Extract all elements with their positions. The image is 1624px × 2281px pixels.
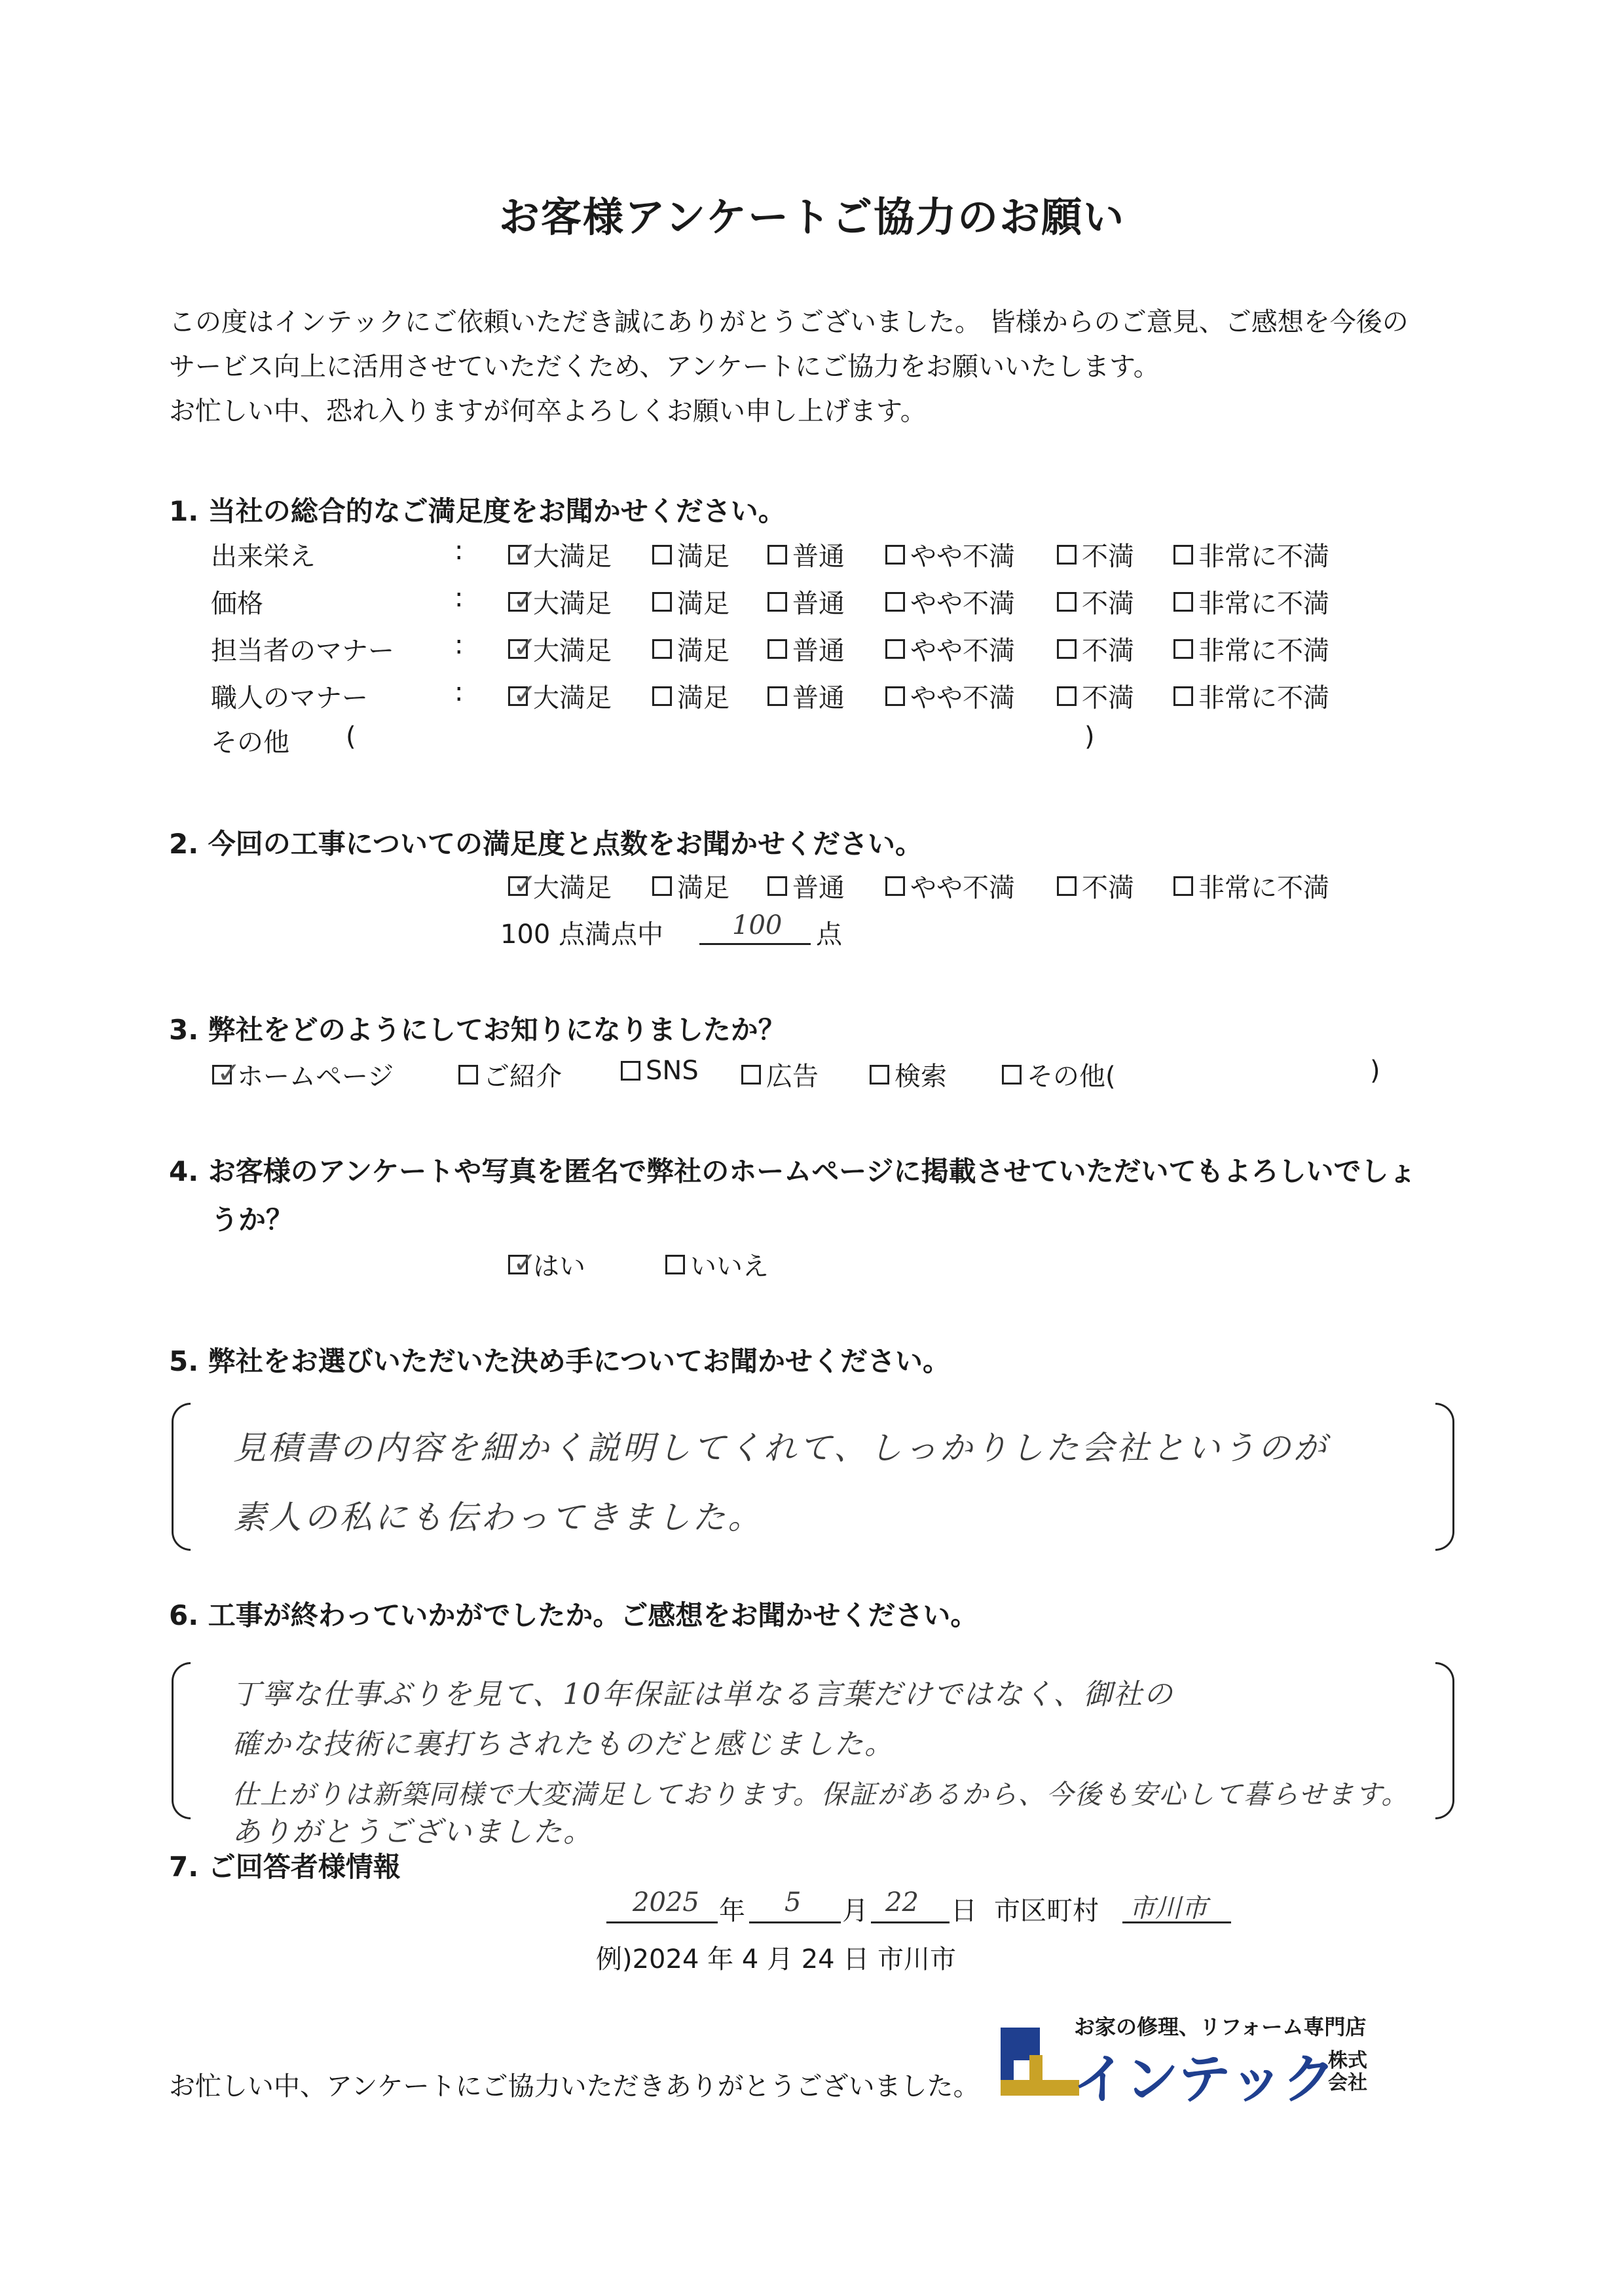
option-label: ご紹介 <box>483 1062 562 1092</box>
q4-title-line: 4. お客様のアンケートや写真を匿名で弊社のホームページに掲載させていただいてもよろしいでしょ <box>169 1155 1416 1187</box>
q7-day-label: 日 <box>951 1896 977 1926</box>
checkmark-icon: ✓ <box>513 536 537 570</box>
checkbox[interactable] <box>767 639 787 659</box>
q3-option[interactable] <box>1002 1056 1116 1093</box>
q6-answer-line: ありがとうございました。 <box>232 1815 593 1849</box>
q7-city-field[interactable] <box>1122 1886 1231 1923</box>
option-label: 不満 <box>1082 683 1134 713</box>
option-label: 検索 <box>895 1062 947 1092</box>
checkbox[interactable] <box>665 1255 685 1274</box>
q1-option[interactable] <box>1173 583 1329 620</box>
option-label: 不満 <box>1082 636 1134 666</box>
intro-line: サービス向上に活用させていただくため、アンケートにご協力をお願いいたします。 <box>169 352 1160 382</box>
q6-answer-line: 仕上がりは新築同様で大変満足しております。保証があるから、今後も安心して暮らせます。 <box>232 1779 1410 1810</box>
option-label: その他( <box>1027 1062 1116 1092</box>
checkbox[interactable] <box>767 686 787 706</box>
logo-name: インテック <box>1073 2049 1335 2111</box>
q4-option[interactable] <box>508 1246 585 1283</box>
checkbox[interactable] <box>1057 592 1077 612</box>
q1-option[interactable] <box>508 630 612 667</box>
q1-option[interactable] <box>652 630 729 667</box>
q3-option[interactable] <box>741 1056 819 1093</box>
checked-checkbox[interactable] <box>508 867 537 901</box>
option-label: 満足 <box>677 683 729 713</box>
checkbox[interactable] <box>621 1061 640 1081</box>
q7-year-label: 年 <box>719 1896 745 1926</box>
q1-row-label: 価格 <box>211 589 263 619</box>
q1-option[interactable] <box>1057 536 1134 573</box>
q7-day-field[interactable] <box>871 1886 950 1923</box>
q3-option[interactable] <box>212 1056 394 1093</box>
q7-title: 7. ご回答者様情報 <box>169 1851 401 1883</box>
intro-paragraph <box>169 300 1409 434</box>
q1-option[interactable] <box>885 630 1015 667</box>
q1-option[interactable] <box>652 536 729 573</box>
q1-other-close: ) <box>1084 722 1095 752</box>
checkbox[interactable] <box>885 545 905 565</box>
checkmark-icon: ✓ <box>513 1246 537 1280</box>
checkbox[interactable] <box>870 1065 889 1085</box>
q2-option[interactable] <box>1057 867 1134 904</box>
q5-bracket-right <box>1435 1403 1454 1551</box>
checkbox[interactable] <box>652 686 672 706</box>
checkbox[interactable] <box>652 592 672 612</box>
option-label: 非常に不満 <box>1198 636 1329 666</box>
q1-option[interactable] <box>885 677 1015 714</box>
q5-answer[interactable] <box>233 1413 1329 1552</box>
q2-option[interactable] <box>885 867 1015 904</box>
q3-title: 3. 弊社をどのようにしてお知りになりましたか？ <box>169 1014 786 1046</box>
option-label: 普通 <box>792 636 845 666</box>
checkbox[interactable] <box>1173 876 1193 896</box>
q1-option[interactable] <box>1057 583 1134 620</box>
q1-option[interactable] <box>1173 630 1329 667</box>
q3-option[interactable] <box>458 1056 562 1093</box>
q7-day-value: 22 <box>885 1887 919 1918</box>
checkbox[interactable] <box>652 545 672 565</box>
q2-option[interactable] <box>652 867 729 904</box>
option-label: 大満足 <box>533 542 612 572</box>
checkbox[interactable] <box>1173 545 1193 565</box>
option-label: 満足 <box>677 636 729 666</box>
page-title: お客様アンケートご協力のお願い <box>498 193 1126 241</box>
option-label: 大満足 <box>533 589 612 619</box>
intro-line: お忙しい中、恐れ入りますが何卒よろしくお願い申し上げます。 <box>169 396 927 426</box>
q4-title-line: うか？ <box>211 1204 294 1236</box>
checkbox[interactable] <box>885 686 905 706</box>
checkbox[interactable] <box>1002 1065 1022 1085</box>
q2-option[interactable] <box>1173 867 1329 904</box>
q3-option[interactable] <box>621 1056 699 1086</box>
q6-title: 6. 工事が終わっていかがでしたか。ご感想をお聞かせください。 <box>169 1599 978 1631</box>
q7-city-label: 市区町村 <box>994 1896 1099 1926</box>
q3-option[interactable] <box>870 1056 947 1093</box>
q1-option[interactable] <box>1173 536 1329 573</box>
checkbox[interactable] <box>1057 876 1077 896</box>
option-label: 非常に不満 <box>1198 542 1329 572</box>
q3-other-close: ) <box>1370 1056 1380 1086</box>
q1-option[interactable] <box>767 630 845 667</box>
option-label: やや不満 <box>910 589 1015 619</box>
q2-title: 2. 今回の工事についての満足度と点数をお聞かせください。 <box>169 828 923 860</box>
logo-suffix-line: 会社 <box>1328 2071 1367 2094</box>
q1-row-label: 担当者のマナー <box>211 636 394 666</box>
checkbox[interactable] <box>652 876 672 896</box>
q1-option[interactable] <box>1057 677 1134 714</box>
checkbox[interactable] <box>1057 686 1077 706</box>
logo-suffix-line: 株式 <box>1328 2049 1367 2072</box>
q5-title: 5. 弊社をお選びいただいた決め手についてお聞かせください。 <box>169 1345 950 1377</box>
q6-answer[interactable] <box>232 1670 1410 1849</box>
checkbox[interactable] <box>458 1065 478 1085</box>
checked-checkbox[interactable] <box>508 630 537 664</box>
q1-option[interactable] <box>508 677 612 714</box>
q1-option[interactable] <box>1173 677 1329 714</box>
footer-thanks: お忙しい中、アンケートにご協力いただきありがとうございました。 <box>169 2071 980 2102</box>
option-label: 広告 <box>766 1062 819 1092</box>
option-label: 不満 <box>1082 542 1134 572</box>
q6-bracket-left <box>172 1662 191 1819</box>
q1-option[interactable] <box>767 583 845 620</box>
option-label: 大満足 <box>533 683 612 713</box>
q1-option[interactable] <box>508 536 612 573</box>
checkbox[interactable] <box>767 545 787 565</box>
q1-option[interactable] <box>767 677 845 714</box>
option-label: いいえ <box>690 1252 769 1282</box>
company-logo <box>995 2009 1388 2111</box>
q7-month-label: 月 <box>842 1896 868 1926</box>
option-label: やや不満 <box>910 636 1015 666</box>
q4-title <box>169 1150 1416 1238</box>
q1-row-colon: : <box>454 583 464 613</box>
q2-option[interactable] <box>767 867 845 904</box>
q2-option[interactable] <box>508 867 612 904</box>
q4-option[interactable] <box>665 1246 769 1283</box>
checkbox[interactable] <box>1173 686 1193 706</box>
checked-checkbox[interactable] <box>508 536 537 570</box>
q2-score-value: 100 <box>732 910 783 940</box>
checkbox[interactable] <box>1057 545 1077 565</box>
q2-score-suffix: 点 <box>816 919 842 950</box>
option-label: 大満足 <box>533 636 612 666</box>
checkbox[interactable] <box>767 592 787 612</box>
q7-example: 例)2024 年 4 月 24 日 市川市 <box>596 1944 957 1975</box>
checkbox[interactable] <box>1173 639 1193 659</box>
option-label: 普通 <box>792 683 845 713</box>
q7-year-field[interactable] <box>606 1886 718 1923</box>
checkmark-icon: ✓ <box>217 1056 241 1090</box>
checkbox[interactable] <box>741 1065 761 1085</box>
q6-answer-line: 丁寧な仕事ぶりを見て、10年保証は単なる言葉だけではなく、御社の <box>232 1678 1174 1711</box>
checkbox[interactable] <box>1173 592 1193 612</box>
option-label: 満足 <box>677 542 729 572</box>
option-label: 満足 <box>677 589 729 619</box>
q1-option[interactable] <box>652 583 729 620</box>
q7-year-value: 2025 <box>633 1887 699 1918</box>
option-label: ホームページ <box>237 1062 394 1092</box>
option-label: やや不満 <box>910 873 1015 903</box>
q1-row-colon: : <box>454 677 464 707</box>
q1-other-open: ( <box>346 722 356 752</box>
checked-checkbox[interactable] <box>212 1056 241 1090</box>
q1-row-colon: : <box>454 630 464 660</box>
q1-option[interactable] <box>652 677 729 714</box>
checkbox[interactable] <box>652 639 672 659</box>
q2-score-prefix: 100 点満点中 <box>500 919 664 950</box>
q7-month-field[interactable] <box>749 1886 841 1923</box>
checkmark-icon: ✓ <box>513 677 537 711</box>
q2-score-field[interactable] <box>699 910 811 945</box>
q1-title: 1. 当社の総合的なご満足度をお聞かせください。 <box>169 495 786 527</box>
option-label: やや不満 <box>910 542 1015 572</box>
q7-month-value: 5 <box>784 1887 802 1918</box>
checkmark-icon: ✓ <box>513 867 537 901</box>
q1-row-label: 出来栄え <box>211 542 316 572</box>
q1-option[interactable] <box>885 583 1015 620</box>
option-label: 満足 <box>677 873 729 903</box>
option-label: 非常に不満 <box>1198 683 1329 713</box>
q1-option[interactable] <box>767 536 845 573</box>
option-label: 普通 <box>792 873 845 903</box>
option-label: 普通 <box>792 542 845 572</box>
option-label: SNS <box>646 1056 699 1086</box>
checkbox[interactable] <box>767 876 787 896</box>
q1-row-label: 職人のマナー <box>211 683 368 713</box>
option-label: 不満 <box>1082 873 1134 903</box>
checkmark-icon: ✓ <box>513 630 537 664</box>
option-label: はい <box>533 1252 585 1282</box>
checked-checkbox[interactable] <box>508 677 537 711</box>
logo-tagline: お家の修理、リフォーム専門店 <box>1074 2014 1367 2039</box>
intro-line: この度はインテックにご依頼いただき誠にありがとうございました。 皆様からのご意見、ご感想を今後の <box>169 307 1409 337</box>
option-label: やや不満 <box>910 683 1015 713</box>
q1-option[interactable] <box>1057 630 1134 667</box>
option-label: 大満足 <box>533 873 612 903</box>
checkbox[interactable] <box>885 639 905 659</box>
q6-answer-line: 確かな技術に裏打ちされたものだと感じました。 <box>232 1728 895 1761</box>
q5-answer-line: 素人の私にも伝わってきました。 <box>233 1498 764 1536</box>
q5-answer-line: 見積書の内容を細かく説明してくれて、しっかりした会社というのが <box>233 1429 1329 1467</box>
q1-option[interactable] <box>885 536 1015 573</box>
checked-checkbox[interactable] <box>508 583 537 617</box>
q6-bracket-right <box>1435 1662 1454 1819</box>
q1-option[interactable] <box>508 583 612 620</box>
option-label: 非常に不満 <box>1198 873 1329 903</box>
checkbox[interactable] <box>885 592 905 612</box>
option-label: 普通 <box>792 589 845 619</box>
option-label: 非常に不満 <box>1198 589 1329 619</box>
q1-other-label: その他 <box>211 728 289 758</box>
logo-suffix <box>1328 2050 1367 2094</box>
checkbox[interactable] <box>1057 639 1077 659</box>
q7-city-value: 市川市 <box>1129 1893 1208 1923</box>
q5-bracket-left <box>172 1403 191 1551</box>
q1-row-colon: : <box>454 536 464 566</box>
option-label: 不満 <box>1082 589 1134 619</box>
checked-checkbox[interactable] <box>508 1246 537 1280</box>
checkbox[interactable] <box>885 876 905 896</box>
checkmark-icon: ✓ <box>513 583 537 617</box>
